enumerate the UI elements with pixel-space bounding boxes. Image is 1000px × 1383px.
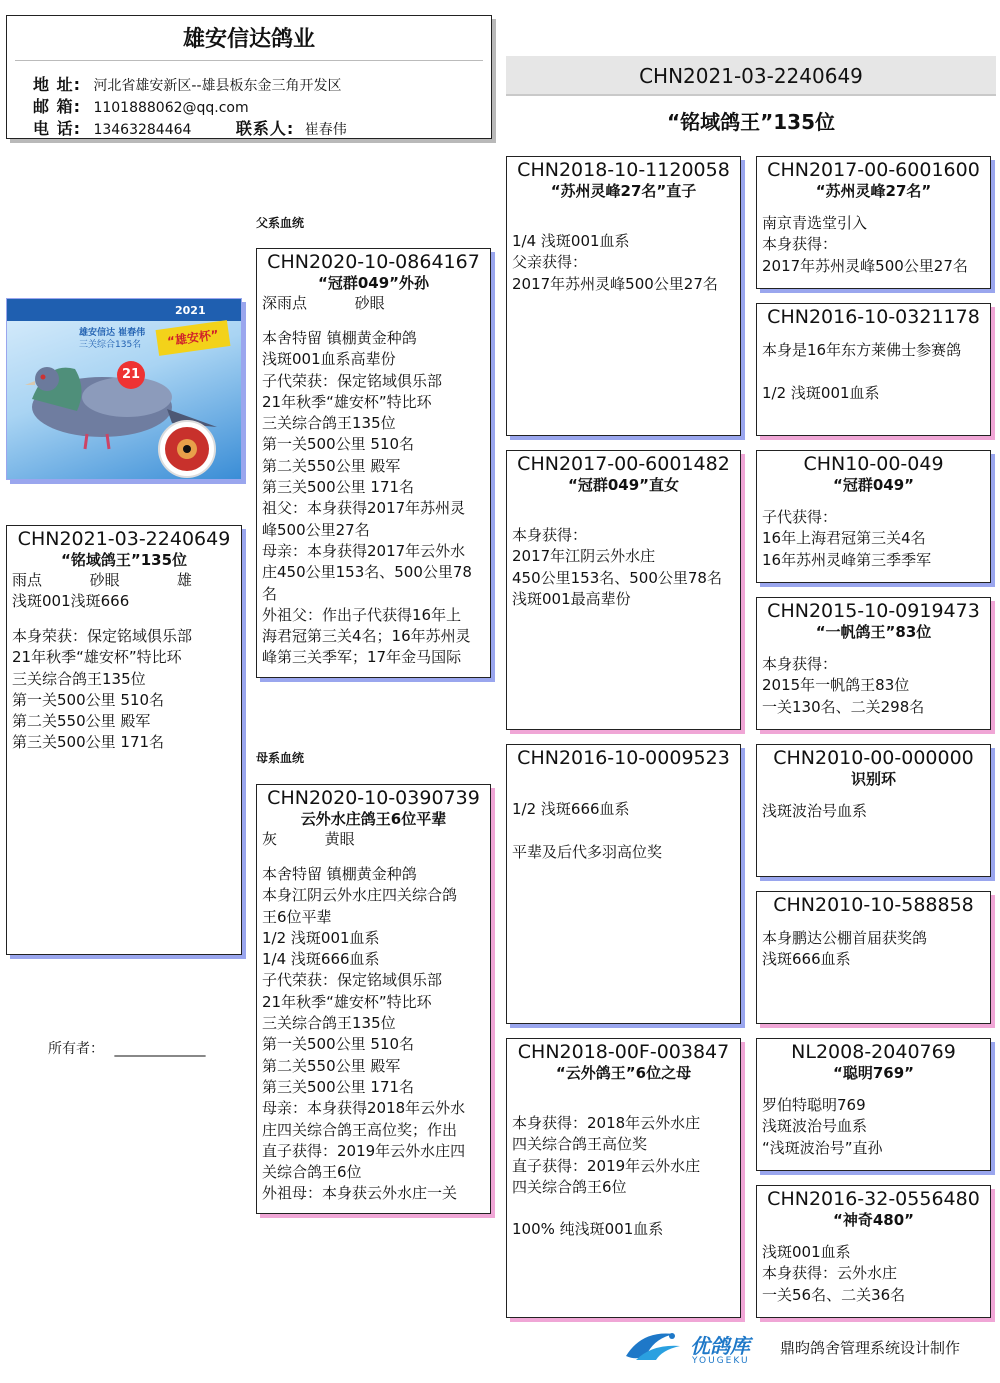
owner-line	[48, 1038, 205, 1058]
dam-title: 云外水庄鸽王6位平辈	[300, 810, 447, 828]
grandparent-card	[506, 1038, 741, 1318]
sire-attrs: 深雨点 砂眼	[262, 294, 385, 312]
company-header	[6, 15, 492, 139]
owner-label: 所有者：	[48, 1041, 104, 1057]
subject-ring: CHN2021-03-2240649	[17, 528, 231, 550]
gp-text: 1/2 浅斑666血系 平辈及后代多羽高位奖	[512, 800, 663, 861]
phone-value: 13463284464	[93, 122, 192, 138]
ggp-ring: CHN2010-10-588858	[773, 894, 974, 916]
gp-text: 本身获得： 2017年江阴云外水庄 450公里153名、500公里78名 浅斑001最高辈份	[512, 526, 722, 608]
ggp-text: 罗伯特聪明769 浅斑波治号血系 “浅斑波治号”直孙	[762, 1096, 883, 1157]
gp-text: 本身获得：2018年云外水庄 四关综合鸽王高位奖 直子获得：2019年云外水庄 四关综合鸽王6位 100% 纯浅斑001血系	[512, 1114, 701, 1239]
ggp-ring: CHN2015-10-0919473	[767, 600, 980, 622]
ggp-ring: CHN2017-00-6001600	[767, 159, 980, 181]
footer-credit: 鼎昀鸽舍管理系统设计制作	[780, 1339, 961, 1357]
great-grandparent-card	[756, 303, 991, 436]
pigeon-photo	[6, 298, 242, 480]
great-grandparent-card	[756, 156, 991, 289]
subject-attrs: 雨点 砂眼 雄	[12, 571, 192, 589]
grandparent-card	[506, 744, 741, 1024]
great-grandparent-card	[756, 1185, 991, 1318]
sire-card	[256, 248, 491, 678]
contact-label: 联系人:	[235, 119, 295, 138]
ggp-title: “冠群049”	[832, 476, 915, 494]
email-value: 1101888062@qq.com	[93, 100, 249, 116]
address-label: 地 址:	[33, 75, 81, 94]
grandparent-card	[506, 450, 741, 730]
header-divider	[15, 60, 483, 61]
company-name: 雄安信达鸽业	[182, 27, 315, 52]
ggp-title: “聪明769”	[832, 1064, 915, 1082]
brand-name: 优鸽库	[690, 1334, 750, 1358]
ggp-text: 本身是16年东方莱佛士参赛鸽 1/2 浅斑001血系	[762, 341, 962, 402]
ggp-ring: NL2008-2040769	[791, 1041, 956, 1063]
sire-ring: CHN2020-10-0864167	[267, 251, 480, 273]
ggp-title: 识别环	[850, 770, 896, 788]
ggp-text: 本身获得： 2015年一帆鸽王83位 一关130名、二关298名	[762, 655, 925, 716]
gp-ring: CHN2018-00F-003847	[517, 1041, 730, 1063]
poster-line1: 雄安信达 崔春伟	[79, 328, 146, 338]
address-row	[33, 72, 342, 95]
subject-card	[6, 525, 242, 955]
owner-blank: _____________	[114, 1041, 206, 1057]
subject-attrs2: 浅斑001浅斑666	[12, 592, 130, 610]
poster-badge: 21	[117, 361, 145, 389]
ggp-text: 子代获得： 16年上海君冠第三关4名 16年苏州灵峰第三季季军	[762, 508, 932, 569]
dam-attrs: 灰 黄眼	[262, 830, 355, 848]
gp-title: “云外鸽王”6位之母	[555, 1064, 692, 1082]
poster-line2: 三关综合135名	[79, 340, 142, 350]
poster-slogan: “雄安杯”	[156, 320, 231, 356]
email-row	[33, 94, 249, 117]
ggp-title: “神奇480”	[832, 1211, 915, 1229]
pigeon-illustration	[7, 299, 242, 480]
father-line-label: 父系血统	[256, 216, 305, 230]
ggp-text: 浅斑波治号血系	[762, 802, 868, 820]
grandparent-card	[506, 156, 741, 436]
gp-ring: CHN2016-10-0009523	[517, 747, 730, 769]
sire-text: 本舍特留 镇棚黄金种鸽 浅斑001血系高辈份 子代荣获：保定铭域俱乐部 21年秋季“雄安杯”特比环 三关综合鸽王135位 第一关500公里 510名 第二关550公里 殿军 第三关500公里 171名 祖父：本身获得2017年苏州灵 峰500公里27名 母亲：本身获得2017年云外水 庄450公里153名、500公里78 名 外祖父：作出子代获得16年上 海君冠第三关4名；16年苏州灵 峰第三关季军；17年金马国际	[262, 329, 472, 667]
sire-title: “冠群049”外孙	[317, 274, 430, 292]
gp-ring: CHN2017-00-6001482	[517, 453, 730, 475]
great-grandparent-card	[756, 450, 991, 583]
top-ring-band	[506, 56, 996, 96]
address-value: 河北省雄安新区--雄县板东金三角开发区	[93, 78, 342, 94]
dam-ring: CHN2020-10-0390739	[267, 787, 480, 809]
ggp-title: “一帆鸽王”83位	[815, 623, 932, 641]
ggp-ring: CHN2016-10-0321178	[767, 306, 980, 328]
brand-logo-icon	[622, 1326, 686, 1366]
email-label: 邮 箱:	[33, 97, 81, 116]
ggp-ring: CHN10-00-049	[803, 453, 944, 475]
great-grandparent-card	[756, 891, 991, 1024]
mother-line-label: 母系血统	[256, 751, 305, 765]
ggp-text: 南京青选堂引入 本身获得： 2017年苏州灵峰500公里27名	[762, 214, 968, 275]
ggp-text: 浅斑001血系 本身获得：云外水庄 一关56名、二关36名	[762, 1243, 906, 1304]
brand-name-en: YOUGEKU	[692, 1356, 750, 1366]
gp-ring: CHN2018-10-1120058	[517, 159, 730, 181]
dam-card	[256, 784, 491, 1214]
great-grandparent-card	[756, 597, 991, 730]
ggp-title: “苏州灵峰27名”	[815, 182, 932, 200]
ggp-ring: CHN2010-00-000000	[773, 747, 974, 769]
phone-label: 电 话:	[33, 119, 81, 138]
gp-title: “冠群049”直女	[567, 476, 680, 494]
gp-text: 1/4 浅斑001血系 父亲获得： 2017年苏州灵峰500公里27名	[512, 232, 718, 293]
dam-text: 本舍特留 镇棚黄金种鸽 本身江阴云外水庄四关综合鸽 王6位平辈 1/2 浅斑001血系 1/4 浅斑666血系 子代荣获：保定铭域俱乐部 21年秋季“雄安杯”特比环 三关综合鸽王135位 第一关500公里 510名 第二关550公里 殿军 第三关500公里 171名 母亲：本身获得2018年云外水 庄四关综合鸽王高位奖；作出 直子获得：2019年云外水庄四 关综合鸽王6位 外祖母：本身获云外水庄一关	[262, 865, 466, 1203]
top-title: “铭域鸽王”135位	[666, 110, 836, 134]
subject-text: 本身荣获：保定铭域俱乐部 21年秋季“雄安杯”特比环 三关综合鸽王135位 第一关500公里 510名 第二关550公里 殿军 第三关500公里 171名	[12, 627, 193, 752]
contact-value: 崔春伟	[304, 122, 347, 138]
ggp-text: 本身鹏达公棚首届获奖鸽 浅斑666血系	[762, 929, 928, 969]
great-grandparent-card	[756, 1038, 991, 1171]
gp-title: “苏州灵峰27名”直子	[550, 182, 697, 200]
phone-row	[33, 116, 347, 139]
poster-year: 2021	[175, 304, 206, 317]
top-ring: CHN2021-03-2240649	[639, 64, 863, 88]
ggp-ring: CHN2016-32-0556480	[767, 1188, 980, 1210]
great-grandparent-card	[756, 744, 991, 877]
subject-title: “铭域鸽王”135位	[60, 551, 188, 569]
